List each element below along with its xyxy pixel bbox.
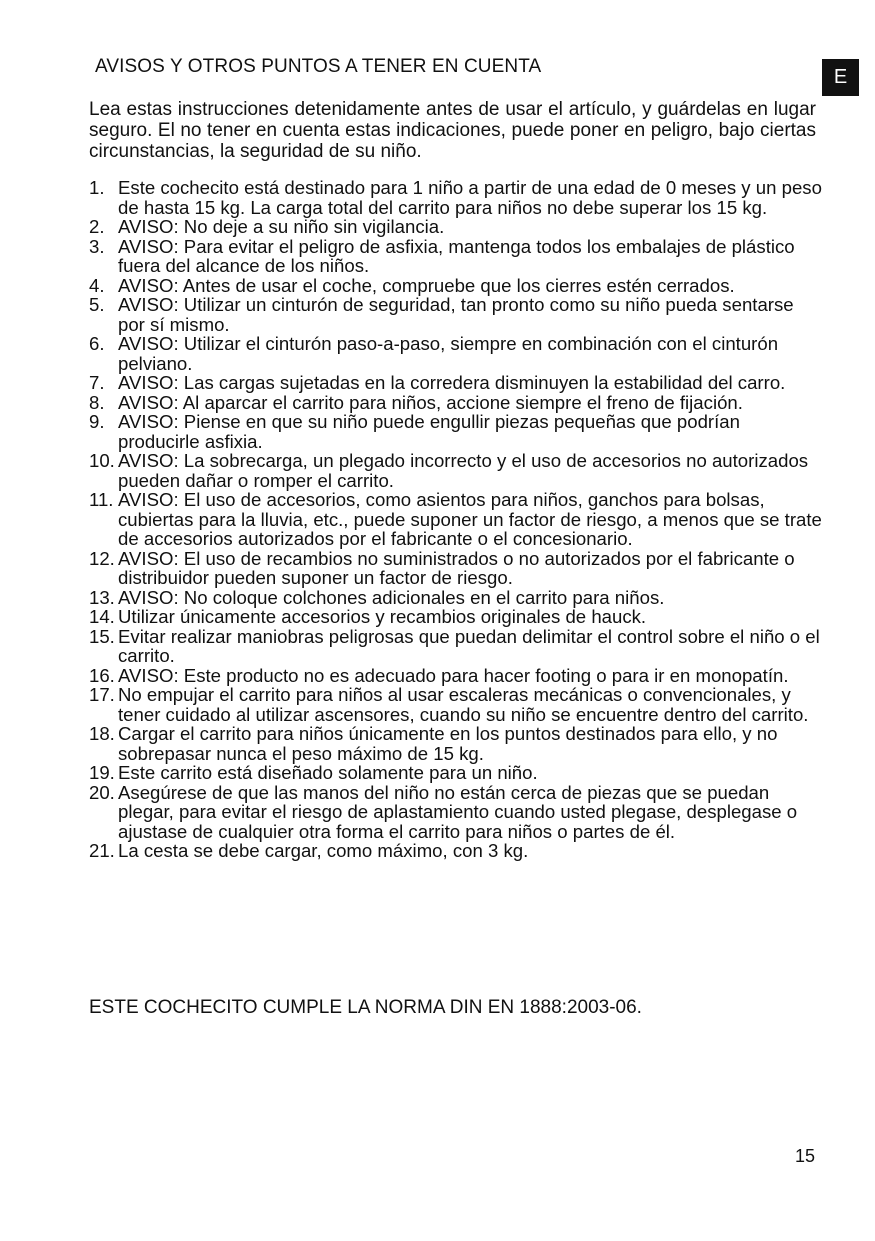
item-number: 8.	[89, 391, 105, 413]
item-number: 5.	[89, 294, 105, 315]
item-number: 9.	[89, 411, 105, 432]
list-item	[89, 588, 824, 608]
item-text: AVISO: Las cargas sujetadas en la corredera disminuyen la estabilidad del carro.	[118, 372, 786, 393]
list-item	[89, 666, 824, 686]
list-item	[89, 217, 824, 237]
list-item	[89, 334, 824, 373]
item-text: AVISO: El uso de recambios no suministrados o no autorizados por el fabricante o distribuidor pueden suponer un factor de riesgo.	[118, 547, 795, 588]
list-item	[89, 783, 824, 842]
item-text: Este cochecito está destinado para 1 niño a partir de una edad de 0 meses y un peso de hasta 15 kg. La carga total del carrito para niños no debe superar los 15 kg.	[118, 177, 822, 218]
item-text: AVISO: No deje a su niño sin vigilancia.	[118, 216, 445, 237]
item-number: 15.	[89, 625, 115, 647]
item-text: AVISO: Utilizar un cinturón de seguridad, tan pronto como su niño pueda sentarse por sí mismo.	[118, 294, 794, 335]
item-number: 4.	[89, 274, 105, 296]
item-text: AVISO: Piense en que su niño puede engullir piezas pequeñas que podrían producirle asfixia.	[118, 411, 740, 452]
item-number: 12.	[89, 547, 115, 569]
item-text: AVISO: Para evitar el peligro de asfixia, mantenga todos los embalajes de plástico fuera del alcance de los niños.	[118, 235, 795, 276]
item-number: 20.	[89, 781, 115, 803]
item-number: 19.	[89, 762, 115, 783]
item-text: AVISO: El uso de accesorios, como asientos para niños, ganchos para bolsas, cubiertas para la lluvia, etc., puede suponer un factor de riesgo, a menos que se trate de accesorios autorizados por el fabricante o el concesionario.	[118, 489, 822, 549]
item-number: 13.	[89, 586, 115, 608]
language-tab: E	[822, 59, 859, 96]
item-number: 2.	[89, 216, 105, 237]
item-text: Evitar realizar maniobras peligrosas que puedan delimitar el control sobre el niño o el carrito.	[118, 625, 820, 666]
list-item	[89, 237, 824, 276]
item-number: 7.	[89, 372, 105, 393]
list-item	[89, 724, 824, 763]
page-number: 15	[795, 1146, 816, 1166]
norm-statement: ESTE COCHECITO CUMPLE LA NORMA DIN EN 1888:2003-06.	[89, 997, 642, 1018]
item-number: 1.	[89, 177, 105, 198]
item-text: AVISO: La sobrecarga, un plegado incorrecto y el uso de accesorios no autorizados pueden dañar o romper el carrito.	[118, 450, 809, 491]
item-text: AVISO: No coloque colchones adicionales en el carrito para niños.	[118, 586, 665, 608]
list-item	[89, 178, 824, 217]
item-text: La cesta se debe cargar, como máximo, con 3 kg.	[118, 840, 529, 861]
item-number: 16.	[89, 664, 115, 686]
item-text: No empujar el carrito para niños al usar escaleras mecánicas o convencionales, y tener cuidado al utilizar ascensores, cuando su niño se encuentre dentro del carrito.	[118, 684, 809, 725]
item-number: 18.	[89, 723, 115, 744]
item-text: AVISO: Utilizar el cinturón paso-a-paso, siempre en combinación con el cinturón pelviano.	[118, 333, 779, 374]
item-number: 3.	[89, 235, 105, 257]
intro-paragraph: Lea estas instrucciones detenidamente antes de usar el artículo, y guárdelas en lugar seguro. El no tener en cuenta estas indicaciones, puede poner en peligro, bajo ciertas circunstancias, la seguridad de su niño.	[89, 99, 816, 162]
item-number: 6.	[89, 333, 105, 354]
list-item	[89, 685, 824, 724]
item-text: AVISO: Antes de usar el coche, compruebe que los cierres estén cerrados.	[118, 274, 735, 296]
item-text: Utilizar únicamente accesorios y recambios originales de hauck.	[118, 606, 647, 627]
list-item	[89, 490, 824, 549]
page-title: AVISOS Y OTROS PUNTOS A TENER EN CUENTA	[95, 56, 542, 77]
list-item	[89, 763, 824, 783]
list-item	[89, 393, 824, 413]
item-number: 11.	[89, 489, 114, 510]
list-item	[89, 841, 824, 861]
item-number: 17.	[89, 684, 115, 705]
item-number: 14.	[89, 606, 115, 627]
list-item	[89, 295, 824, 334]
warning-list	[89, 178, 824, 861]
item-number: 10.	[89, 450, 115, 471]
item-text: Este carrito está diseñado solamente para un niño.	[118, 762, 538, 783]
item-text: Cargar el carrito para niños únicamente en los puntos destinados para ello, y no sobrepasar nunca el peso máximo de 15 kg.	[118, 723, 778, 764]
list-item	[89, 451, 824, 490]
list-item	[89, 549, 824, 588]
list-item	[89, 412, 824, 451]
list-item	[89, 276, 824, 296]
item-number: 21.	[89, 840, 115, 861]
item-text: AVISO: Este producto no es adecuado para hacer footing o para ir en monopatín.	[118, 664, 789, 686]
list-item	[89, 627, 824, 666]
item-text: AVISO: Al aparcar el carrito para niños, accione siempre el freno de fijación.	[118, 391, 743, 413]
item-text: Asegúrese de que las manos del niño no están cerca de piezas que se puedan plegar, para evitar el riesgo de aplastamiento cuando usted plegase, desplegase o ajustase de cualquier otra forma el carrito para niños o partes de él.	[118, 781, 798, 842]
list-item	[89, 607, 824, 627]
list-item	[89, 373, 824, 393]
